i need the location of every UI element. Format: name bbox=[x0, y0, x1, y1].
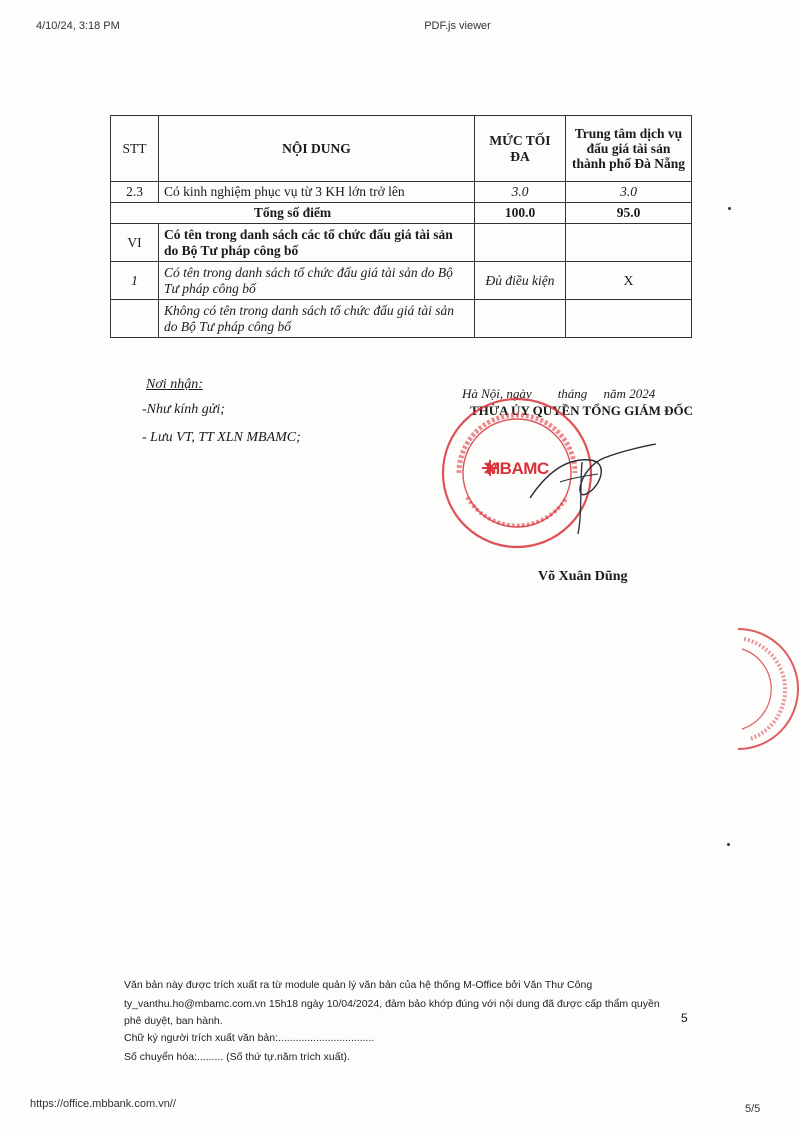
note-line: Số chuyển hóa:......... (Số thứ tự.năm trích xuất). bbox=[124, 1051, 350, 1063]
row-max-score: Đủ điều kiện bbox=[475, 262, 566, 300]
row-max-score bbox=[475, 224, 566, 262]
recipient-item: - Lưu VT, TT XLN MBAMC; bbox=[142, 430, 301, 445]
row-org-score bbox=[566, 300, 692, 338]
table-row bbox=[111, 182, 692, 203]
table-row bbox=[111, 224, 692, 262]
row-org-score: 3.0 bbox=[566, 182, 692, 203]
row-content: Không có tên trong danh sách tổ chức đấu giá tài sản do Bộ Tư pháp công bố bbox=[159, 300, 475, 338]
total-max-score: 100.0 bbox=[475, 203, 566, 224]
total-org-score: 95.0 bbox=[566, 203, 692, 224]
row-max-score bbox=[475, 300, 566, 338]
recipients-heading: Nơi nhận: bbox=[146, 377, 203, 392]
place-date: Hà Nội, ngày tháng năm 2024 bbox=[462, 386, 656, 401]
header-organization: Trung tâm dịch vụ đấu giá tài sản thành phố Đà Nẵng bbox=[566, 116, 692, 182]
signer-name: Võ Xuân Dũng bbox=[538, 569, 628, 584]
signer-position: THỪA ỦY QUYỀN TỔNG GIÁM ĐỐC bbox=[470, 403, 694, 418]
row-org-score: X bbox=[566, 262, 692, 300]
row-org-score bbox=[566, 224, 692, 262]
total-label: Tổng số điểm bbox=[111, 203, 475, 224]
extraction-note bbox=[124, 976, 684, 1067]
header-content: NỘI DUNG bbox=[159, 116, 475, 182]
row-content: Có kinh nghiệm phục vụ từ 3 KH lớn trở lên bbox=[159, 182, 475, 203]
print-datetime: 4/10/24, 3:18 PM bbox=[36, 20, 120, 32]
recipient-item: -Như kính gửi; bbox=[142, 402, 225, 417]
table-row-total bbox=[111, 203, 692, 224]
score-table bbox=[110, 115, 692, 338]
document-page-number: 5 bbox=[681, 1011, 688, 1025]
header-stt: STT bbox=[111, 116, 159, 182]
handwritten-signature bbox=[520, 428, 660, 538]
note-line: Chữ ký người trích xuất văn bản:................................. bbox=[124, 1032, 375, 1044]
note-line: ty_vanthu.ho@mbamc.com.vn 15h18 ngày 10/04/2024, đảm bảo khớp đúng với nội dung đã được cấp thẩm quyền bbox=[124, 998, 660, 1010]
row-stt: 2.3 bbox=[111, 182, 159, 203]
header-max-score: MỨC TỐI ĐA bbox=[475, 116, 566, 182]
row-max-score: 3.0 bbox=[475, 182, 566, 203]
stamp-brand-text: MBAMC bbox=[486, 459, 549, 478]
table-row bbox=[111, 300, 692, 338]
viewer-title: PDF.js viewer bbox=[424, 20, 491, 32]
speck bbox=[728, 207, 731, 210]
row-content: Có tên trong danh sách tổ chức đấu giá tài sản do Bộ Tư pháp công bố bbox=[159, 262, 475, 300]
page-url: https://office.mbbank.com.vn// bbox=[30, 1098, 176, 1110]
note-line: phê duyệt, ban hành. bbox=[124, 1015, 223, 1027]
row-stt: VI bbox=[111, 224, 159, 262]
row-content: Có tên trong danh sách các tổ chức đấu giá tài sản do Bộ Tư pháp công bố bbox=[159, 224, 475, 262]
table-header-row bbox=[111, 116, 692, 182]
partial-stamp-icon bbox=[730, 625, 800, 755]
note-line: Văn bản này được trích xuất ra từ module quản lý văn bản của hệ thống M-Office bởi Văn Thư Công bbox=[124, 979, 593, 991]
row-stt bbox=[111, 300, 159, 338]
speck bbox=[727, 843, 730, 846]
table-row bbox=[111, 262, 692, 300]
row-stt: 1 bbox=[111, 262, 159, 300]
page-counter: 5/5 bbox=[745, 1103, 761, 1115]
